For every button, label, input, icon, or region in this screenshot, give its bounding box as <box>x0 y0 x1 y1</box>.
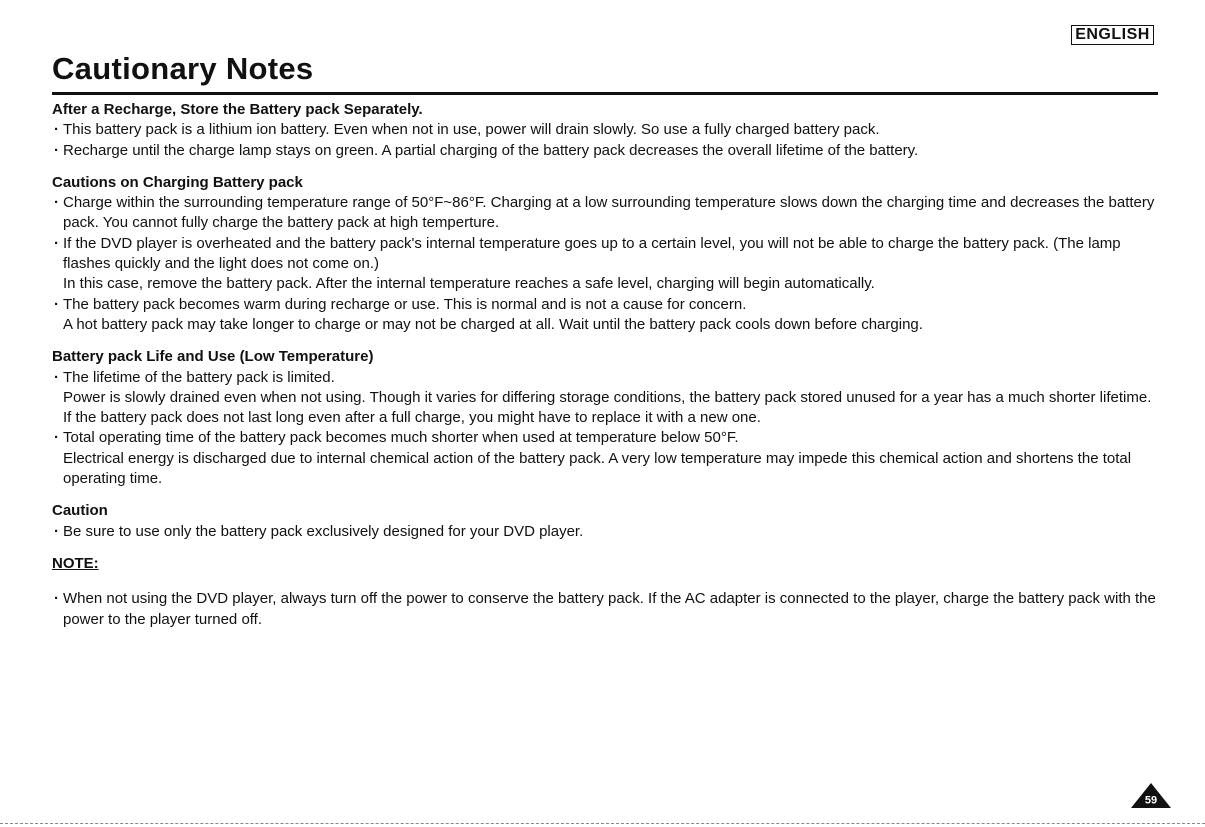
bullet-item <box>52 295 1162 336</box>
bullet-line: If the battery pack does not last long even after a full charge, you might have to replace it with a new one. <box>63 409 761 427</box>
bullet-line: In this case, remove the battery pack. After the internal temperature reaches a safe level, charging will begin automatically. <box>63 275 875 293</box>
section-battery-life <box>52 347 1162 489</box>
bullet-item <box>52 589 1162 630</box>
bullet-line: · This battery pack is a lithium ion battery. Even when not in use, power will drain slowly. So use a fully charged battery pack. <box>63 121 880 139</box>
page-bottom-border <box>0 823 1205 824</box>
section-heading: Caution <box>52 502 108 520</box>
note-heading: NOTE: <box>52 554 99 572</box>
language-badge: ENGLISH <box>1071 25 1154 45</box>
bullet-line: · Recharge until the charge lamp stays on green. A partial charging of the battery pack decreases the overall lifetime of the battery. <box>63 141 919 159</box>
page-number: 59 <box>1144 794 1158 807</box>
section-recharge-storage <box>52 100 1162 161</box>
section-charging-cautions <box>52 173 1162 335</box>
bullet-line: · The battery pack becomes warm during recharge or use. This is normal and is not a cause for concern. <box>63 295 747 313</box>
bullet-line: · Total operating time of the battery pack becomes much shorter when used at temperature below 50°F. <box>63 429 739 447</box>
title-divider <box>52 92 1158 95</box>
note-section <box>52 554 1162 630</box>
bullet-item <box>52 193 1162 234</box>
bullet-item <box>52 368 1162 429</box>
bullet-item <box>52 428 1162 489</box>
bullet-line: · The lifetime of the battery pack is limited. <box>63 368 335 386</box>
bullet-item <box>52 234 1162 295</box>
section-caution <box>52 501 1162 542</box>
bullet-line: · If the DVD player is overheated and the battery pack's internal temperature goes up to a certain level, you will not be able to charge the battery pack. (The lamp flashes quickly and the light does not come on.) <box>63 234 1121 273</box>
bullet-item <box>52 141 1162 161</box>
bullet-list <box>52 368 1162 490</box>
bullet-line: · Charge within the surrounding temperature range of 50°F~86°F. Charging at a low surrounding temperature slows down the charging time and decreases the battery pack. You cannot fully charge the battery pack at high temperture. <box>63 194 1155 232</box>
bullet-list <box>52 522 1162 542</box>
section-heading: Cautions on Charging Battery pack <box>52 173 303 191</box>
bullet-item <box>52 120 1162 140</box>
triangle-icon <box>1131 783 1171 808</box>
bullet-line: Power is slowly drained even when not using. Though it varies for differing storage conditions, the battery pack stored unused for a year has a much shorter lifetime. <box>63 388 1152 406</box>
bullet-line: A hot battery pack may take longer to charge or may not be charged at all. Wait until the battery pack cools down before charging. <box>63 315 923 333</box>
bullet-item <box>52 522 1162 542</box>
page-number-marker <box>1131 783 1171 808</box>
section-heading: After a Recharge, Store the Battery pack Separately. <box>52 101 423 118</box>
bullet-line: · Be sure to use only the battery pack exclusively designed for your DVD player. <box>63 522 584 540</box>
bullet-list <box>52 193 1162 335</box>
bullet-list <box>52 120 1162 161</box>
section-heading: Battery pack Life and Use (Low Temperature) <box>52 348 374 366</box>
page-title: Cautionary Notes <box>52 51 314 86</box>
bullet-line: Electrical energy is discharged due to internal chemical action of the battery pack. A very low temperature may impede this chemical action and shortens the total operating time. <box>63 449 1132 488</box>
bullet-list <box>52 589 1162 630</box>
bullet-line: · When not using the DVD player, always turn off the power to conserve the battery pack. If the AC adapter is connected to the player, charge the battery pack with the power to the player turned off. <box>63 590 1156 628</box>
main-content <box>52 100 1162 630</box>
